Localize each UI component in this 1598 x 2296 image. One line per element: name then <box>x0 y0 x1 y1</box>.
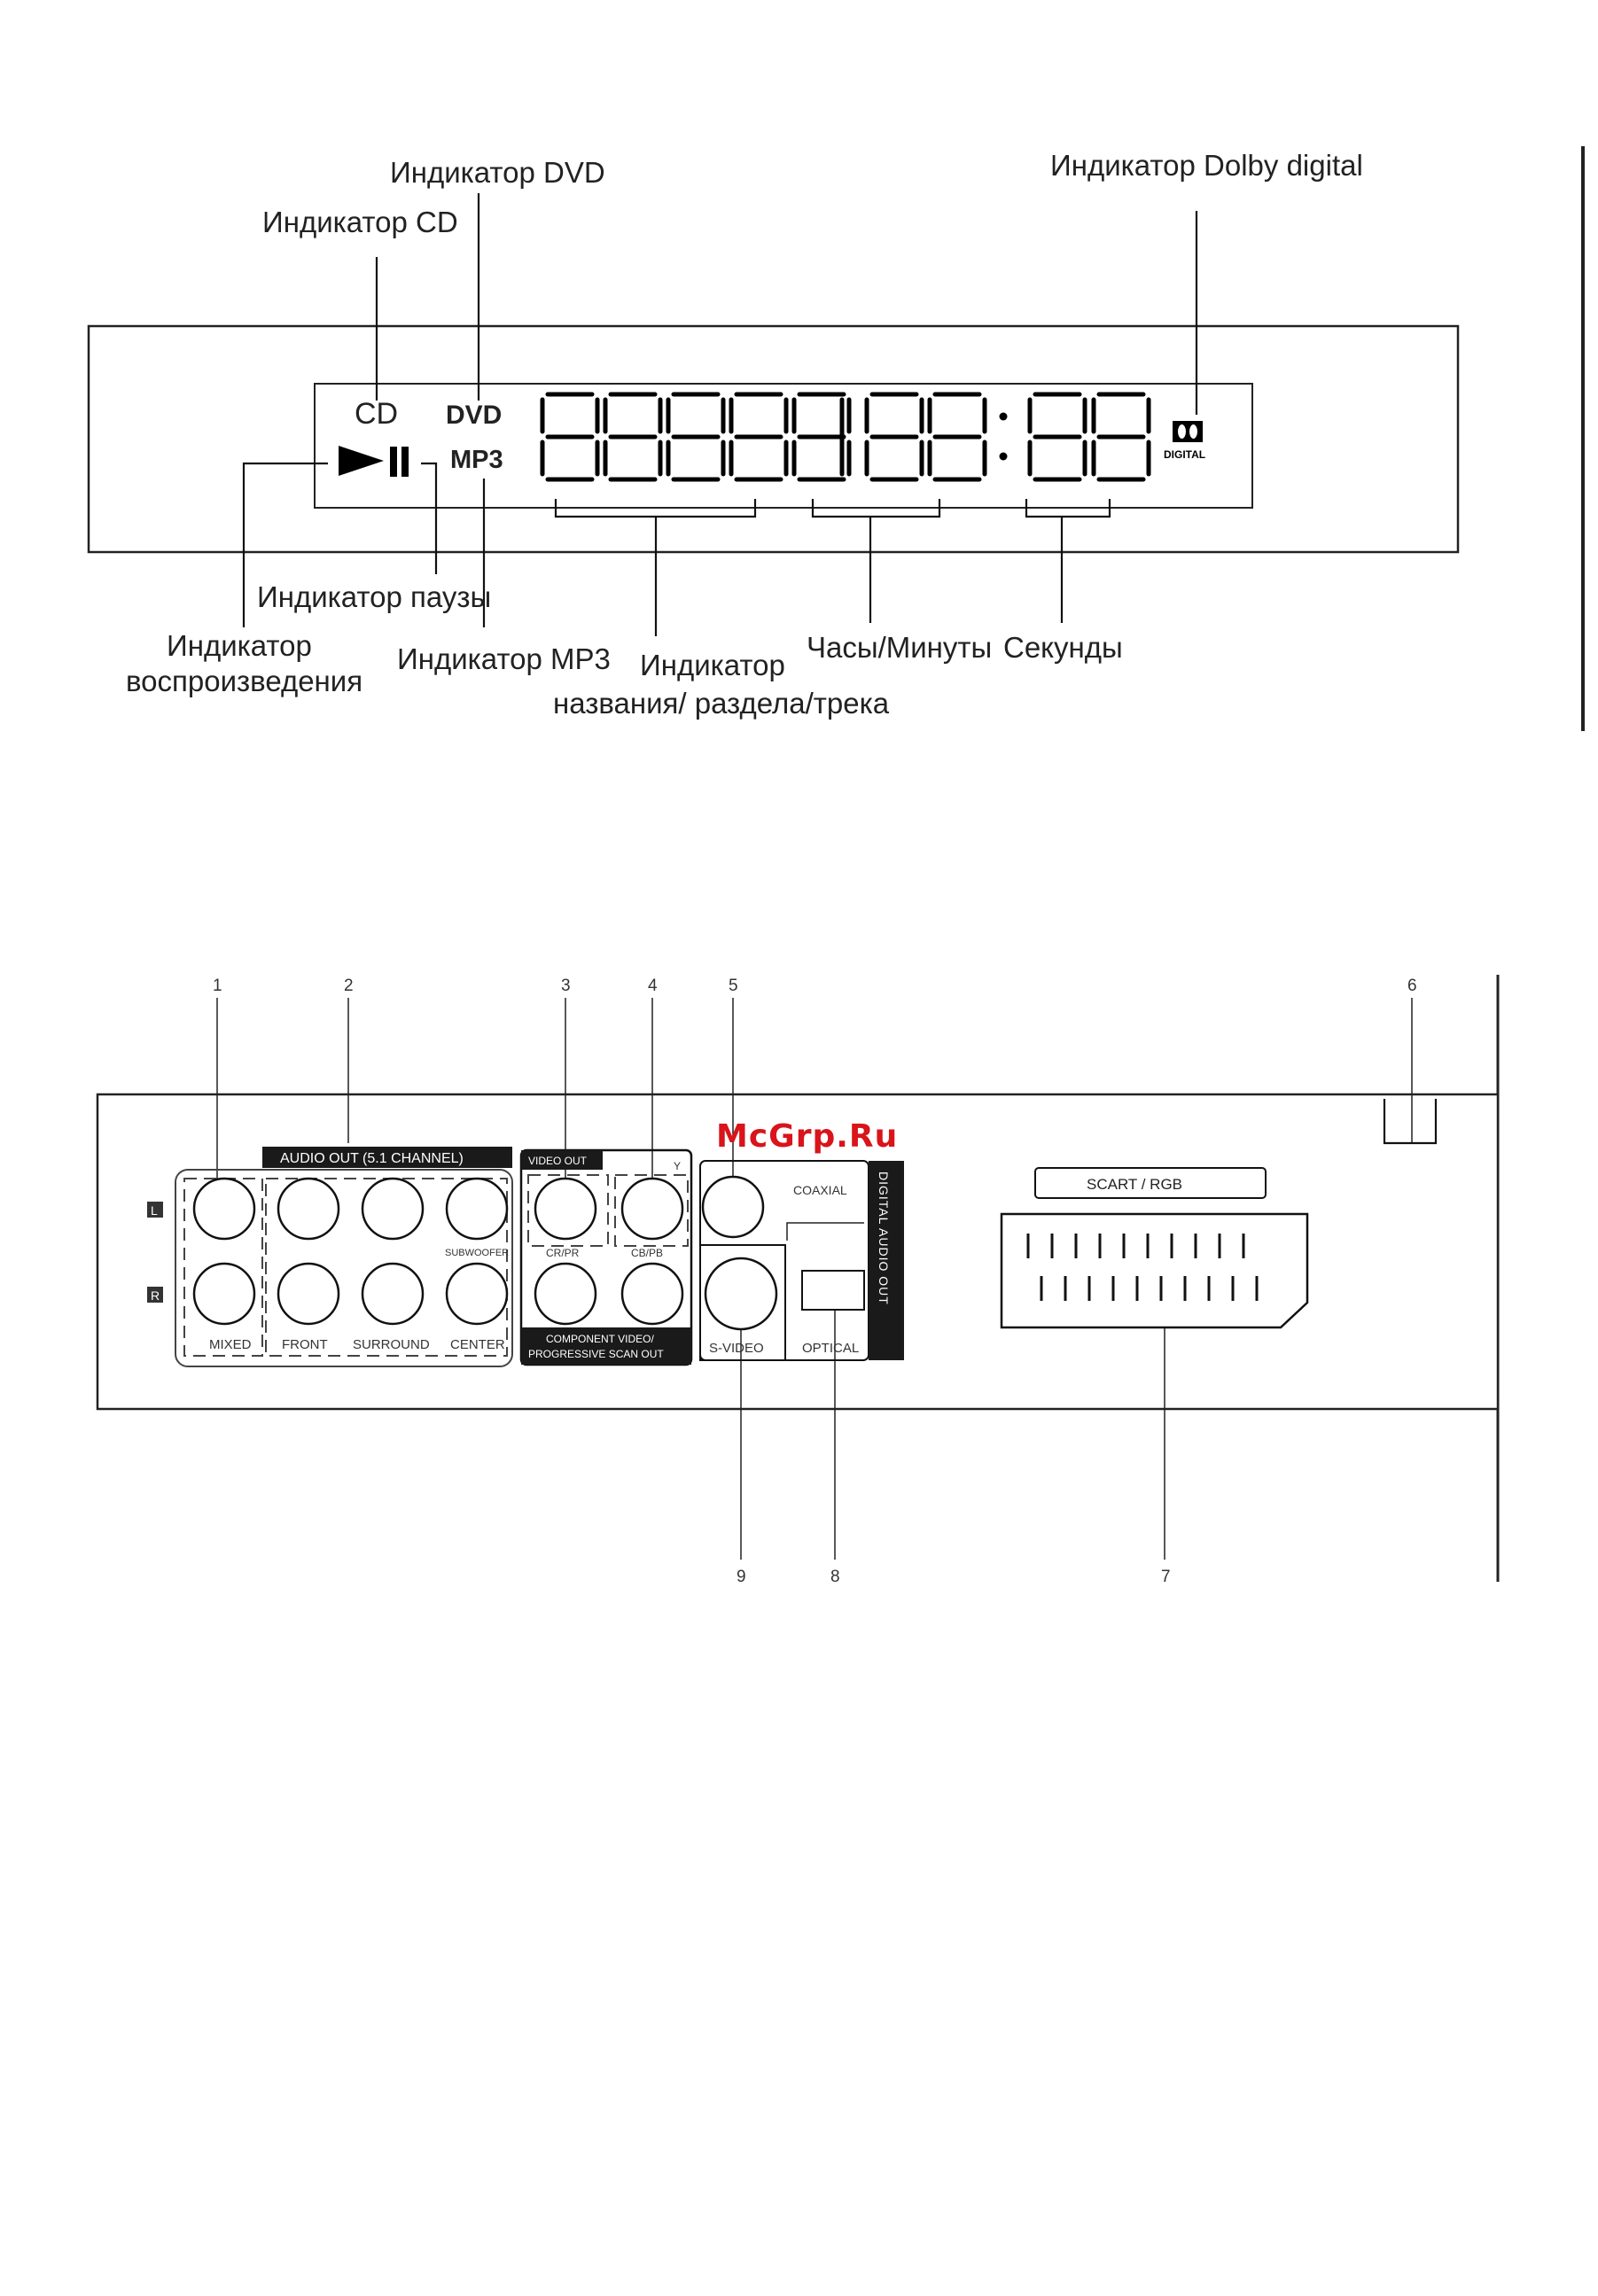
callout-number-9: 9 <box>737 1568 746 1586</box>
hours-minutes-callout: Часы/Минуты <box>807 631 993 664</box>
cr-pr-jack[interactable] <box>535 1264 596 1324</box>
play-indicator-callout-line2: воспроизведения <box>126 665 363 697</box>
dolby-digital-text: DIGITAL <box>1164 448 1206 461</box>
audio-out-label: AUDIO OUT (5.1 CHANNEL) <box>280 1151 464 1166</box>
callout-number-5: 5 <box>729 977 738 995</box>
cb-pb-label: CB/PB <box>631 1247 664 1259</box>
title-indicator-callout-line1: Индикатор <box>640 649 785 681</box>
subwoofer-jack[interactable] <box>447 1179 507 1239</box>
component-label-line2: PROGRESSIVE SCAN OUT <box>528 1348 664 1360</box>
cd-indicator-callout: Индикатор CD <box>262 206 458 238</box>
left-channel-label: L <box>151 1203 158 1218</box>
front-display-diagram <box>89 149 1458 720</box>
rear-panel-diagram <box>97 975 1498 1586</box>
subwoofer-label: SUBWOOFER <box>445 1248 510 1258</box>
surround-l-jack[interactable] <box>362 1179 423 1239</box>
right-channel-label: R <box>151 1288 160 1303</box>
front-l-jack[interactable] <box>278 1179 339 1239</box>
video-out-jack[interactable] <box>535 1179 596 1239</box>
callout-number-1: 1 <box>213 977 222 995</box>
y-label: Y <box>674 1160 682 1172</box>
front-r-jack[interactable] <box>278 1264 339 1324</box>
coaxial-label: COAXIAL <box>793 1183 847 1197</box>
center-label: CENTER <box>450 1337 505 1352</box>
play-indicator-callout-line1: Индикатор <box>167 629 312 662</box>
video-out-label: VIDEO OUT <box>528 1155 588 1167</box>
callout-number-4: 4 <box>648 977 658 995</box>
scart-connector[interactable] <box>1002 1214 1307 1327</box>
dvd-indicator-callout: Индикатор DVD <box>390 156 605 189</box>
s-video-label: S-VIDEO <box>709 1341 764 1356</box>
callout-number-7: 7 <box>1161 1568 1171 1586</box>
digital-audio-out-label: DIGITAL AUDIO OUT <box>877 1171 891 1305</box>
dolby-indicator-callout: Индикатор Dolby digital <box>1050 149 1363 182</box>
cd-screen-label: CD <box>355 397 399 431</box>
surround-label: SURROUND <box>353 1337 430 1352</box>
mp3-screen-label: MP3 <box>450 446 503 474</box>
mixed-r-jack[interactable] <box>194 1264 254 1324</box>
mp3-indicator-callout: Индикатор MP3 <box>397 642 611 675</box>
callout-number-2: 2 <box>344 977 354 995</box>
surround-r-jack[interactable] <box>362 1264 423 1324</box>
front-label: FRONT <box>282 1337 328 1352</box>
optical-label: OPTICAL <box>802 1341 860 1356</box>
watermark: McGrp.Ru <box>716 1118 899 1155</box>
y-jack[interactable] <box>622 1179 682 1239</box>
pause-indicator-callout: Индикатор паузы <box>257 580 492 613</box>
center-jack[interactable] <box>447 1264 507 1324</box>
s-video-jack[interactable] <box>705 1258 776 1329</box>
callout-number-6: 6 <box>1407 977 1417 995</box>
callout-number-8: 8 <box>830 1568 840 1586</box>
coaxial-jack[interactable] <box>703 1177 763 1237</box>
component-label-line1: COMPONENT VIDEO/ <box>546 1333 654 1345</box>
cb-pb-jack[interactable] <box>622 1264 682 1324</box>
callout-number-3: 3 <box>561 977 571 995</box>
scart-rgb-label: SCART / RGB <box>1087 1176 1183 1193</box>
optical-port[interactable] <box>802 1271 864 1310</box>
seconds-callout: Секунды <box>1003 631 1123 664</box>
cr-pr-label: CR/PR <box>546 1247 580 1259</box>
title-indicator-callout-line2: названия/ раздела/трека <box>553 687 890 720</box>
dvd-screen-label: DVD <box>446 401 503 430</box>
mixed-l-jack[interactable] <box>194 1179 254 1239</box>
mixed-label: MIXED <box>209 1337 252 1352</box>
